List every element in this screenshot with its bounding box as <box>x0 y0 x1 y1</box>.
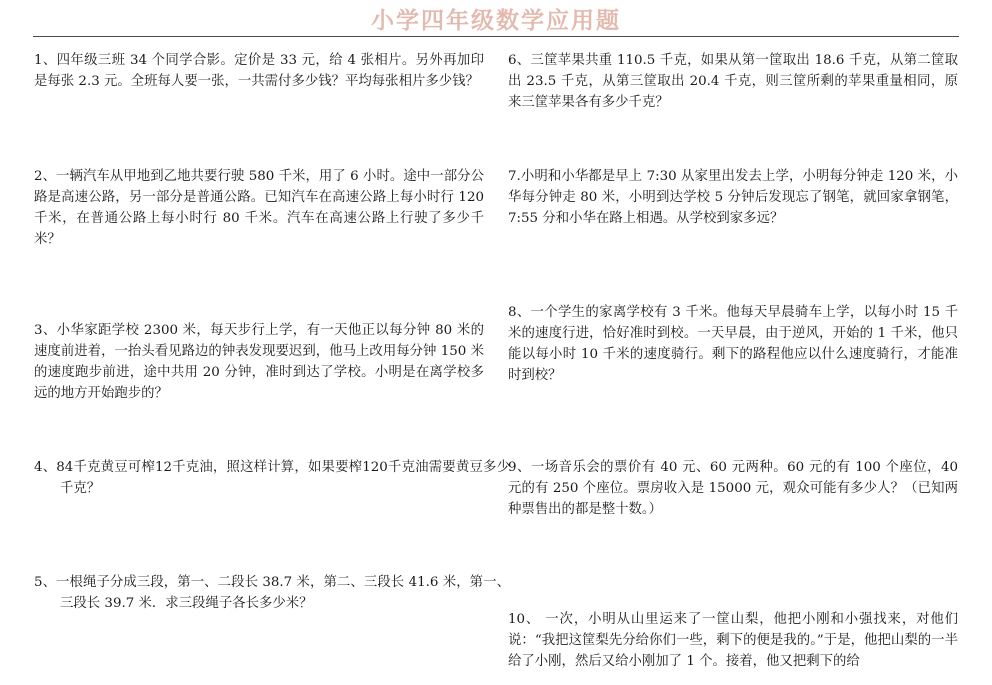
page-title: 小学四年级数学应用题 <box>371 8 621 34</box>
question-6: 6、三筐苹果共重 110.5 千克，如果从第一筐取出 18.6 千克，从第二筐取出 23.5 千克，从第三筐取出 20.4 千克，则三筐所剩的苹果重量相同，原来三筐苹果各有多少千克？ <box>508 53 958 110</box>
question-9: 9、一场音乐会的票价有 40 元、60 元两种。60 元的有 100 个座位，40 元的有 250 个座位。票房收入是 15000 元，观众可能有多少人？（已知两种票售出的都是整十数。） <box>508 460 958 517</box>
question-7: 7.小明和小华都是早上 7:30 从家里出发去上学，小明每分钟走 120 米，小华每分钟走 80 米，小明到达学校 5 分钟后发现忘了钢笔，就回家拿钢笔，7:55 分和小华在路上相遇。从学校到家多远？ <box>508 169 958 226</box>
question-5: 5、一根绳子分成三段，第一、二段长 38.7 米，第二、三段长 41.6 米，第一、三段长 39.7 米．求三段绳子各长多少米？ <box>34 575 510 611</box>
title-divider <box>33 36 959 37</box>
question-10: 10、 一次，小明从山里运来了一筐山梨，他把小刚和小强找来，对他们说：“我把这筐梨先分给你们一些，剩下的便是我的。”于是，他把山梨的一半给了小刚，然后又给小刚加了 1 个。接着，他又把剩下的给 <box>508 612 958 669</box>
question-4: 4、84千克黄豆可榨12千克油，照这样计算，如果要榨120千克油需要黄豆多少千克？ <box>34 460 510 496</box>
question-1: 1、四年级三班 34 个同学合影。定价是 33 元，给 4 张相片。另外再加印是每张 2.3 元。全班每人要一张，一共需付多少钱？平均每张相片多少钱？ <box>34 53 484 89</box>
question-8: 8、一个学生的家离学校有 3 千米。他每天早晨骑车上学，以每小时 15 千米的速度行进，恰好准时到校。一天早晨，由于逆风，开始的 1 千米，他只能以每小时 10 千米的速度骑行。剩下的路程他应以什么速度骑行，才能准时到校？ <box>508 305 958 383</box>
question-2: 2、一辆汽车从甲地到乙地共要行驶 580 千米，用了 6 小时。途中一部分公路是高速公路，另一部分是普通公路。已知汽车在高速公路上每小时行 120 千米，在普通公路上每小时行 80 千米。汽车在高速公路上行驶了多少千米？ <box>34 169 484 247</box>
question-3: 3、小华家距学校 2300 米，每天步行上学，有一天他正以每分钟 80 米的速度前进着，一抬头看见路边的钟表发现要迟到，他马上改用每分钟 150 米的速度跑步前进，途中共用 20 分钟，准时到达了学校。小明是在离学校多远的地方开始跑步的？ <box>34 323 484 401</box>
